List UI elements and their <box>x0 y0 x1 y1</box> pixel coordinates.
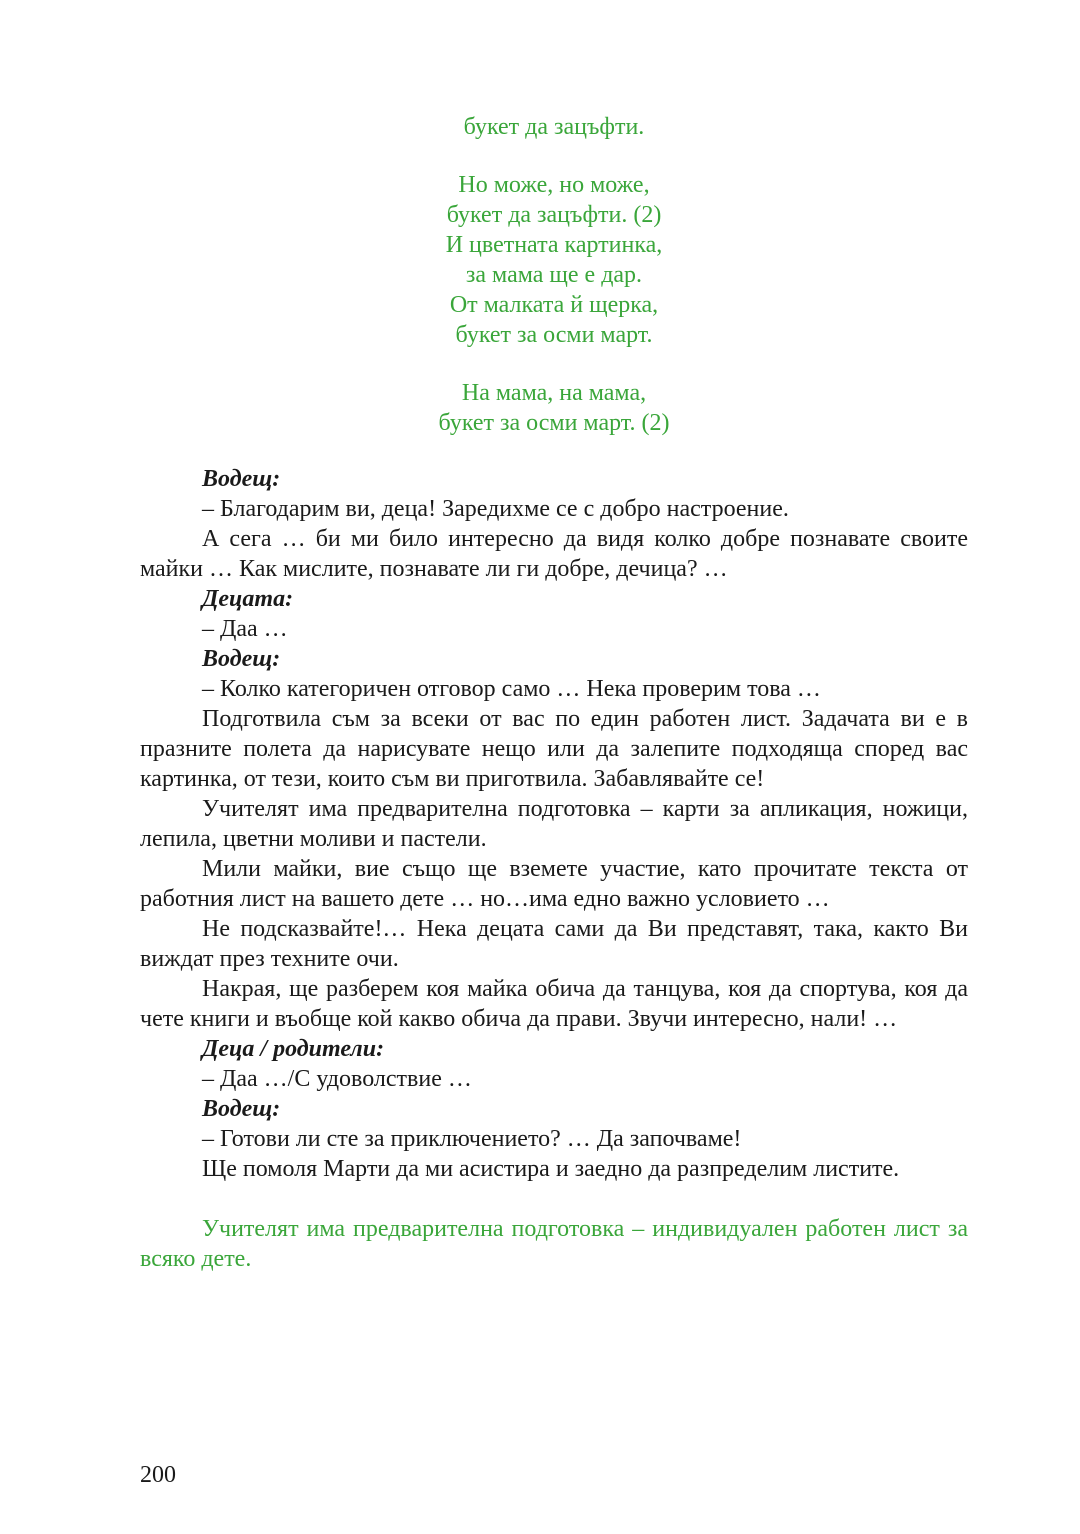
teacher-note: Учителят има предварителна подготовка – индивидуален работен лист за всяко дете. <box>140 1216 968 1272</box>
paragraph: Мили майки, вие също ще вземете участие, като прочитате текста от работния лист на вашето дете … но…има едно важно условието … <box>140 856 968 912</box>
dialogue-text <box>140 464 968 1274</box>
speaker-label: Водещ: <box>202 1096 281 1122</box>
paragraph: – Колко категоричен отговор само … Нека проверим това … <box>202 676 821 702</box>
paragraph: Накрая, ще разберем коя майка обича да танцува, коя да спортува, коя да чете книги и въобще кой какво обича да прави. Звучи интересно, нали! … <box>140 976 968 1032</box>
song-line: Но може, но може, <box>458 172 650 198</box>
song-line: От малката й щерка, <box>449 292 659 318</box>
song-line: букет за осми март. (2) <box>438 410 670 436</box>
paragraph: Ще помоля Марти да ми асистира и заедно да разпределим листите. <box>202 1156 900 1182</box>
paragraph: А сега … би ми било интересно да видя колко добре познавате своите майки … Как мислите, познавате ли ги добре, дечица? … <box>140 526 968 582</box>
paragraph: Учителят има предварителна подготовка – карти за апликация, ножици, лепила, цветни моливи и пастели. <box>140 796 968 852</box>
paragraph: Подготвила съм за всеки от вас по един работен лист. Задачата ви е в празните полета да нарисувате нещо или да залепите подходяща според вас картинка, от тези, които съм ви приготвила. Забавлявайте се! <box>140 706 968 792</box>
song-line: за мама ще е дар. <box>465 262 643 288</box>
song-lyrics <box>140 112 968 438</box>
speaker-label: Деца / родители: <box>202 1036 385 1062</box>
song-stanza-1 <box>140 170 968 350</box>
song-line: На мама, на мама, <box>461 380 647 406</box>
page-number: 200 <box>140 1462 176 1488</box>
paragraph: – Готови ли сте за приключението? … Да започваме! <box>202 1126 742 1152</box>
speaker-label: Децата: <box>202 586 294 612</box>
song-stanza-2 <box>140 378 968 438</box>
song-line: букет за осми март. <box>455 322 653 348</box>
paragraph: – Даа … <box>202 616 288 642</box>
song-line: букет да зацъфти. <box>463 114 645 140</box>
song-line: букет да зацъфти. (2) <box>446 202 662 228</box>
paragraph: Не подсказвайте!… Нека децата сами да Ви представят, така, както Ви виждат през техните очи. <box>140 916 968 972</box>
speaker-label: Водещ: <box>202 466 281 492</box>
song-intro <box>140 112 968 142</box>
paragraph: – Благодарим ви, деца! Заредихме се с добро настроение. <box>202 496 789 522</box>
song-line: И цветната картинка, <box>445 232 663 258</box>
paragraph: – Даа …/С удоволствие … <box>202 1066 472 1092</box>
speaker-label: Водещ: <box>202 646 281 672</box>
